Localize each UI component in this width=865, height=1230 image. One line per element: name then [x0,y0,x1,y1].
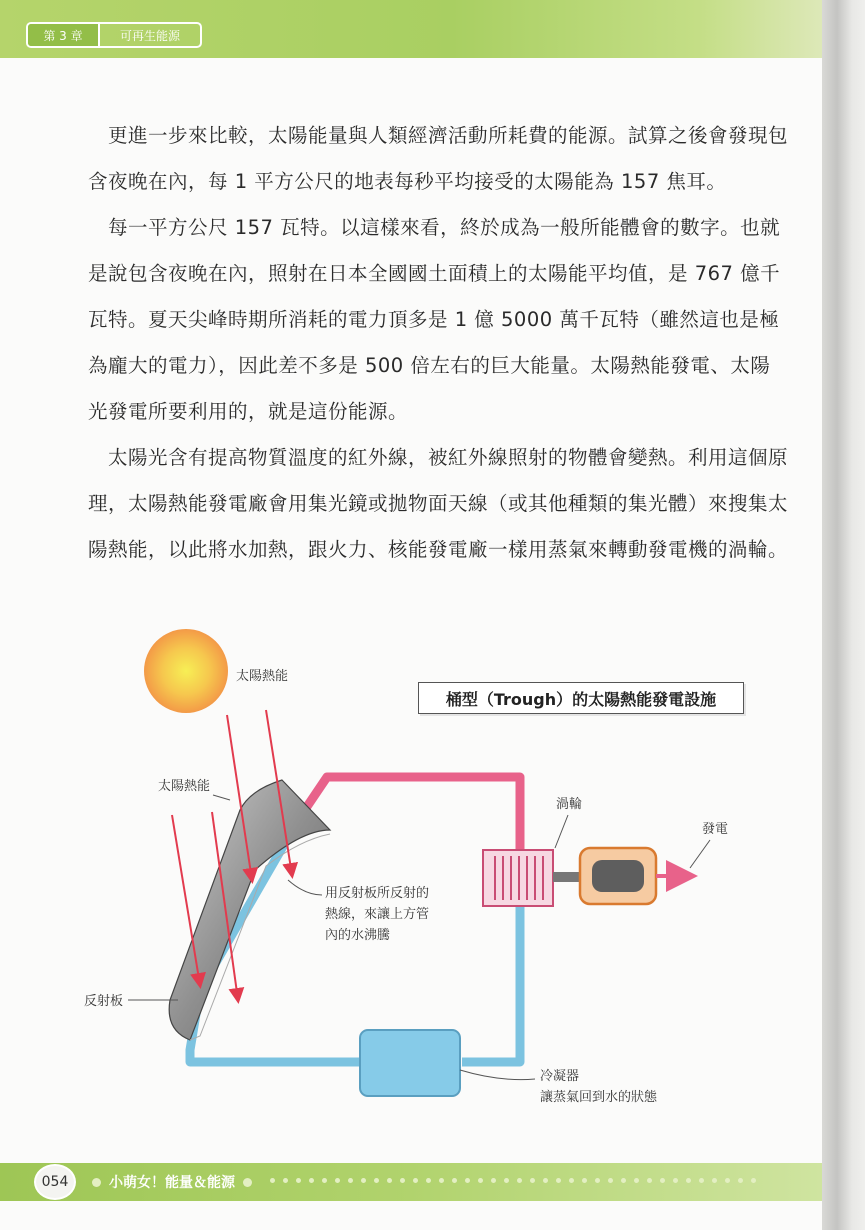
steam-pipe [300,777,520,852]
reflect-label-2: 熱線，來讓上方管 [325,907,430,922]
trough-solar-diagram [80,625,780,1125]
body-text [88,113,788,573]
diagram-title: 桶型（Trough）的太陽熱能發電設施 [418,682,744,714]
condenser-label-2: 讓蒸氣回到水的狀態 [540,1090,658,1105]
chapter-number: 第 3 章 [28,24,100,46]
paragraph-2: 每一平方公尺 157 瓦特。以這樣來看，終於成為一般所能體會的數字。也就是說包含夜晚在內，照射在日本全國國土面積上的太陽能平均值，是 767 億千瓦特。夏天尖峰時期所消耗的電力頂多是 1 億 5000 萬千瓦特（雖然這也是極為龐大的電力），因此差不多是 500 倍左右的巨大能量。太陽熱能發電、太陽光發電所要利用的，就是這份能源。 [88,216,781,423]
condenser-icon [360,1030,460,1096]
sun-heat-label-top: 太陽熱能 [236,669,289,684]
chapter-tab [26,22,202,48]
generation-label: 發電 [702,822,729,837]
turbine-label: 渦輪 [556,797,583,812]
turbine-shaft [553,872,580,882]
paragraph-3: 太陽光含有提高物質溫度的紅外線，被紅外線照射的物體會變熱。利用這個原理，太陽熱能發電廠會用集光鏡或拋物面天線（或其他種類的集光體）來搜集太陽熱能，以此將水加熱，跟火力、核能發電廠一樣用蒸氣來轉動發電機的渦輪。 [88,446,789,561]
paragraph-1: 更進一步來比較，太陽能量與人類經濟活動所耗費的能源。試算之後會發現包含夜晚在內，每 1 平方公尺的地表每秒平均接受的太陽能為 157 焦耳。 [88,124,789,193]
book-title: 小萌女！能量＆能源 [109,1175,235,1191]
condenser-label-1: 冷凝器 [540,1069,580,1084]
bullet-icon [243,1178,252,1187]
book-spine [822,0,865,1230]
sun-icon [144,629,228,713]
page-number: 054 [34,1164,76,1200]
sun-heat-label-left: 太陽熱能 [158,779,211,794]
reflect-label-1: 用反射板所反射的 [325,886,430,901]
reflector-label: 反射板 [84,994,124,1009]
footer-dots [270,1178,756,1183]
footer-title [92,1172,252,1192]
chapter-header [0,0,822,58]
bullet-icon [92,1178,101,1187]
chapter-title: 可再生能源 [119,28,180,43]
reflect-label-3: 內的水沸騰 [325,928,391,943]
